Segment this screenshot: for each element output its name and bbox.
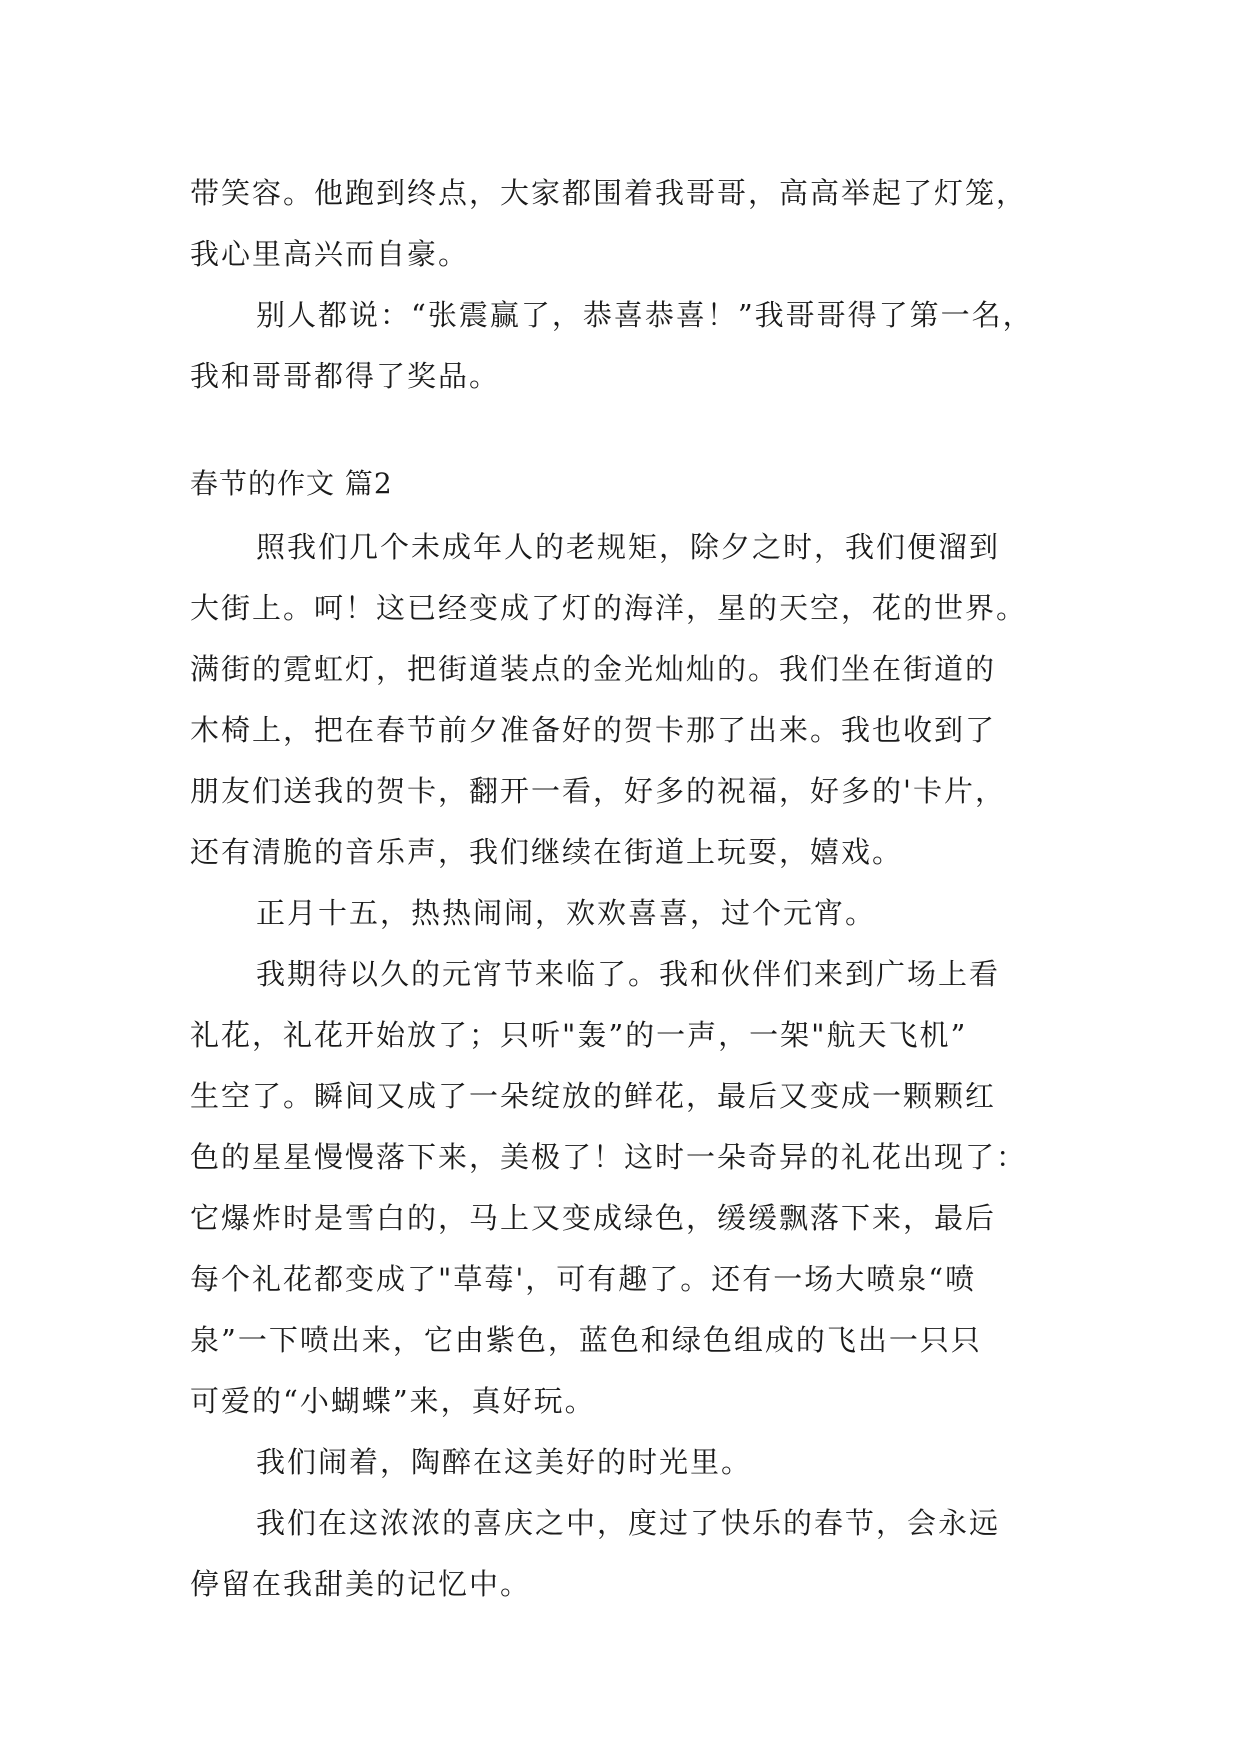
paragraph-line: 满街的霓虹灯，把街道装点的金光灿灿的。我们坐在街道的 xyxy=(190,652,997,686)
paragraph-line: 带笑容。他跑到终点，大家都围着我哥哥，高高举起了灯笼， xyxy=(190,176,1028,210)
paragraph-line: 正月十五，热热闹闹，欢欢喜喜，过个元宵。 xyxy=(256,896,877,930)
paragraph-line: 泉”一下喷出来，它由紫色，蓝色和绿色组成的飞出一只只 xyxy=(190,1323,982,1357)
paragraph-line: 大街上。呵！这已经变成了灯的海洋，星的天空，花的世界。 xyxy=(190,591,1028,625)
paragraph-line: 还有清脆的音乐声，我们继续在街道上玩耍，嬉戏。 xyxy=(190,835,904,869)
paragraph-line: 我心里高兴而自豪。 xyxy=(190,237,470,271)
paragraph-line: 我期待以久的元宵节来临了。我和伙伴们来到广场上看 xyxy=(256,957,1001,991)
paragraph-line: 停留在我甜美的记忆中。 xyxy=(190,1567,532,1601)
section-heading: 春节的作文 篇2 xyxy=(190,467,393,500)
paragraph-line: 我们闹着，陶醉在这美好的时光里。 xyxy=(256,1445,753,1479)
document-body xyxy=(190,163,1052,1615)
paragraph-line: 朋友们送我的贺卡，翻开一看，好多的祝福，好多的'卡片， xyxy=(190,774,1006,808)
paragraph-line: 它爆炸时是雪白的，马上又变成绿色，缓缓飘落下来，最后 xyxy=(190,1201,997,1235)
paragraph-line: 我和哥哥都得了奖品。 xyxy=(190,359,501,393)
paragraph-line: 我们在这浓浓的喜庆之中，度过了快乐的春节，会永远 xyxy=(256,1506,1001,1540)
paragraph-line: 每个礼花都变成了"草莓'，可有趣了。还有一场大喷泉“喷 xyxy=(190,1262,977,1296)
paragraph-line: 木椅上，把在春节前夕准备好的贺卡那了出来。我也收到了 xyxy=(190,713,997,747)
paragraph-line: 照我们几个未成年人的老规矩，除夕之时，我们便溜到 xyxy=(256,530,1001,564)
paragraph-line: 礼花，礼花开始放了；只听"轰”的一声，一架"航天飞机” xyxy=(190,1018,968,1052)
paragraph-line: 生空了。瞬间又成了一朵绽放的鲜花，最后又变成一颗颗红 xyxy=(190,1079,997,1113)
paragraph-line: 可爱的“小蝴蝶”来，真好玩。 xyxy=(190,1384,596,1418)
paragraph-line: 色的星星慢慢落下来，美极了！这时一朵奇异的礼花出现了： xyxy=(190,1140,1028,1174)
paragraph-line: 别人都说：“张震赢了，恭喜恭喜！”我哥哥得了第一名， xyxy=(256,298,1034,332)
